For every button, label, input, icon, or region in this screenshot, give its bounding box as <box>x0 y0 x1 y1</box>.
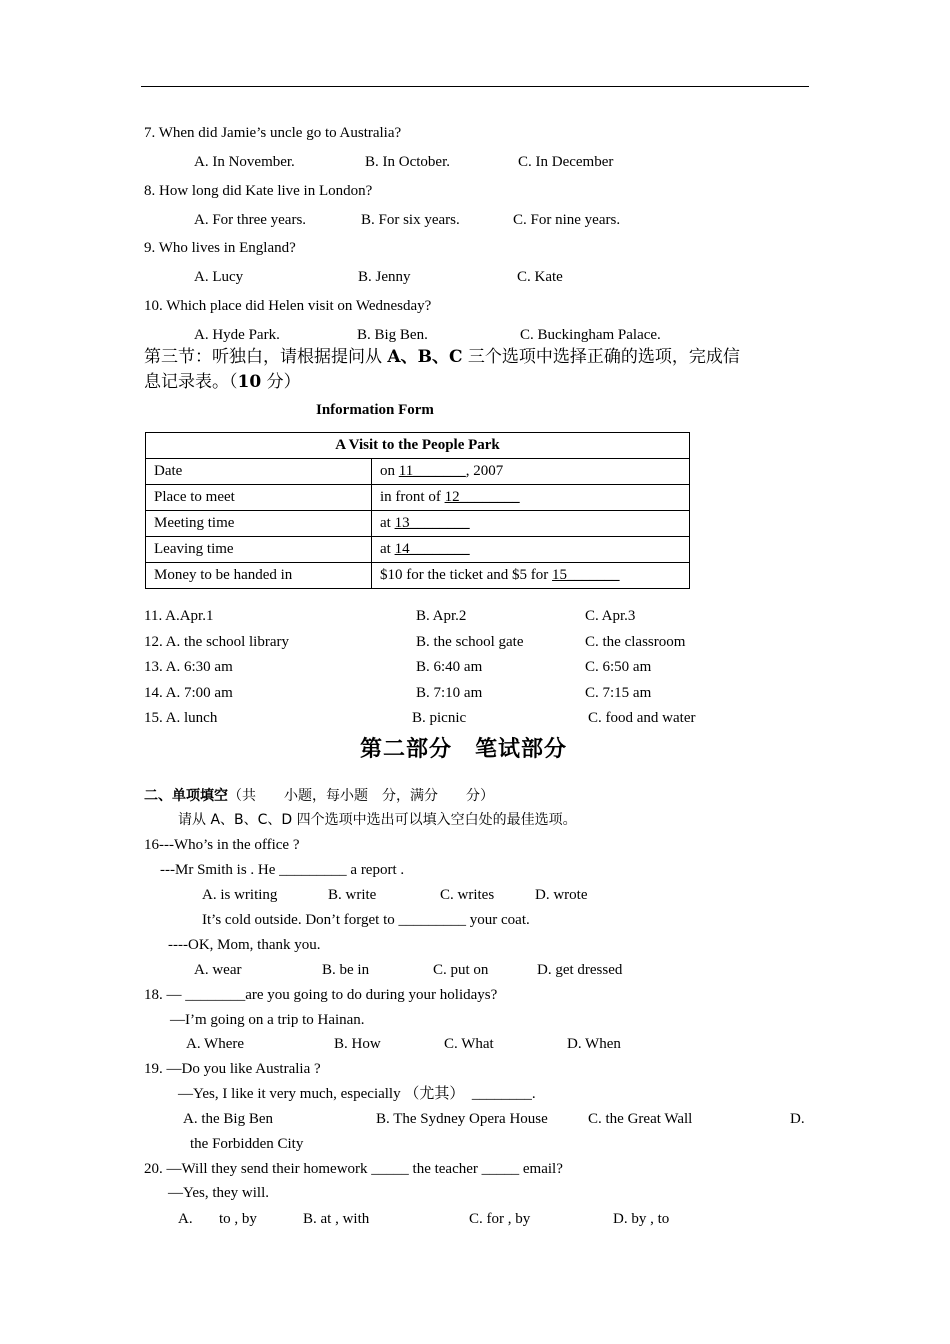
q20-line2: —Yes, they will. <box>168 1185 269 1201</box>
q11-option-a: 11. A.Apr.1 <box>144 608 214 624</box>
q9-option-a: A. Lucy <box>194 269 244 285</box>
table-row <box>146 563 690 589</box>
q20-option-a: to , by <box>219 1211 257 1227</box>
q19-line1: 19. —Do you like Australia ? <box>144 1061 321 1077</box>
q8-option-c: C. For nine years. <box>513 212 621 228</box>
q19-option-d: D. <box>790 1111 805 1127</box>
q10-option-c: C. Buckingham Palace. <box>520 327 661 343</box>
q18-option-d: D. When <box>567 1036 621 1052</box>
table-row <box>146 511 690 537</box>
q17-option-a: A. wear <box>194 962 242 978</box>
section3-instruction-line2: 息记录表。（10 分） <box>144 372 301 392</box>
q13-option-a: 13. A. 6:30 am <box>144 659 233 675</box>
q12-option-b: B. the school gate <box>416 634 524 650</box>
section3-instruction-line1: 第三节：听独白，请根据提问从 A、B、C 三个选项中选择正确的选项，完成信 <box>144 347 740 367</box>
q15-option-c: C. food and water <box>588 710 696 726</box>
q13-option-b: B. 6:40 am <box>416 659 483 675</box>
q20-option-c: C. for , by <box>469 1211 531 1227</box>
form-label-leaving-time: Leaving time <box>146 537 372 563</box>
q20-option-a-label: A. <box>178 1211 193 1227</box>
q19-option-d-text: the Forbidden City <box>190 1136 304 1152</box>
q19-option-a: A. the Big Ben <box>183 1111 273 1127</box>
q9-option-b: B. Jenny <box>358 269 411 285</box>
q16-option-b: B. write <box>328 887 377 903</box>
q16-option-c: C. writes <box>440 887 495 903</box>
form-label-money: Money to be handed in <box>146 563 372 589</box>
q10-option-a: A. Hyde Park. <box>194 327 280 343</box>
q18-line1: 18. — ________are you going to do during your holidays? <box>144 987 498 1003</box>
q19-option-c: C. the Great Wall <box>588 1111 693 1127</box>
q16-option-a: A. is writing <box>202 887 278 903</box>
q7-option-b: B. In October. <box>365 154 450 170</box>
section2-heading: 二、单项填空（共 小题，每小题 分，满分 分） <box>144 788 494 804</box>
q17-option-b: B. be in <box>322 962 370 978</box>
q16-option-d: D. wrote <box>535 887 588 903</box>
information-form-table <box>145 432 690 589</box>
q7-stem: 7. When did Jamie’s uncle go to Australia? <box>144 125 402 141</box>
q14-option-c: C. 7:15 am <box>585 685 652 701</box>
q18-line2: —I’m going on a trip to Hainan. <box>170 1012 365 1028</box>
q15-option-b: B. picnic <box>412 710 467 726</box>
section2-instruction: 请从 A、B、C、D 四个选项中选出可以填入空白处的最佳选项。 <box>178 812 577 828</box>
header-rule <box>141 86 809 87</box>
q15-option-a: 15. A. lunch <box>144 710 218 726</box>
q17-option-c: C. put on <box>433 962 489 978</box>
q19-line2: —Yes, I like it very much, especially （尤其） ________. <box>178 1086 536 1102</box>
q18-option-b: B. How <box>334 1036 381 1052</box>
part2-title: 第二部分 笔试部分 <box>360 737 568 762</box>
form-value-leaving-time: at 14________ <box>372 537 690 563</box>
form-value-money: $10 for the ticket and $5 for 15_______ <box>372 563 690 589</box>
q19-option-b: B. The Sydney Opera House <box>376 1111 548 1127</box>
q8-stem: 8. How long did Kate live in London? <box>144 183 373 199</box>
table-row <box>146 459 690 485</box>
table-row <box>146 485 690 511</box>
q14-option-b: B. 7:10 am <box>416 685 483 701</box>
q13-option-c: C. 6:50 am <box>585 659 652 675</box>
q9-option-c: C. Kate <box>517 269 563 285</box>
form-value-place: in front of 12________ <box>372 485 690 511</box>
q8-option-a: A. For three years. <box>194 212 307 228</box>
q17-line2: ----OK, Mom, thank you. <box>168 937 321 953</box>
q18-option-c: C. What <box>444 1036 494 1052</box>
q20-line1: 20. —Will they send their homework _____ the teacher _____ email? <box>144 1161 563 1177</box>
q17-line1: It’s cold outside. Don’t forget to _________ your coat. <box>202 912 530 928</box>
form-value-date: on 11_______, 2007 <box>372 459 690 485</box>
form-label-place: Place to meet <box>146 485 372 511</box>
form-value-meeting-time: at 13________ <box>372 511 690 537</box>
form-title: Information Form <box>316 402 434 418</box>
q12-option-c: C. the classroom <box>585 634 686 650</box>
q14-option-a: 14. A. 7:00 am <box>144 685 233 701</box>
form-header: A Visit to the People Park <box>146 433 690 459</box>
q8-option-b: B. For six years. <box>361 212 460 228</box>
q16-line1: 16---Who’s in the office ? <box>144 837 300 853</box>
form-label-meeting-time: Meeting time <box>146 511 372 537</box>
q10-option-b: B. Big Ben. <box>357 327 428 343</box>
q7-option-c: C. In December <box>518 154 614 170</box>
q20-option-b: B. at , with <box>303 1211 370 1227</box>
q12-option-a: 12. A. the school library <box>144 634 289 650</box>
q9-stem: 9. Who lives in England? <box>144 240 296 256</box>
q17-option-d: D. get dressed <box>537 962 623 978</box>
table-row <box>146 537 690 563</box>
form-label-date: Date <box>146 459 372 485</box>
q10-stem: 10. Which place did Helen visit on Wednesday? <box>144 298 432 314</box>
q16-line2: ---Mr Smith is . He _________ a report . <box>160 862 405 878</box>
q18-option-a: A. Where <box>186 1036 245 1052</box>
q11-option-b: B. Apr.2 <box>416 608 467 624</box>
q20-option-d: D. by , to <box>613 1211 670 1227</box>
q7-option-a: A. In November. <box>194 154 295 170</box>
q11-option-c: C. Apr.3 <box>585 608 636 624</box>
